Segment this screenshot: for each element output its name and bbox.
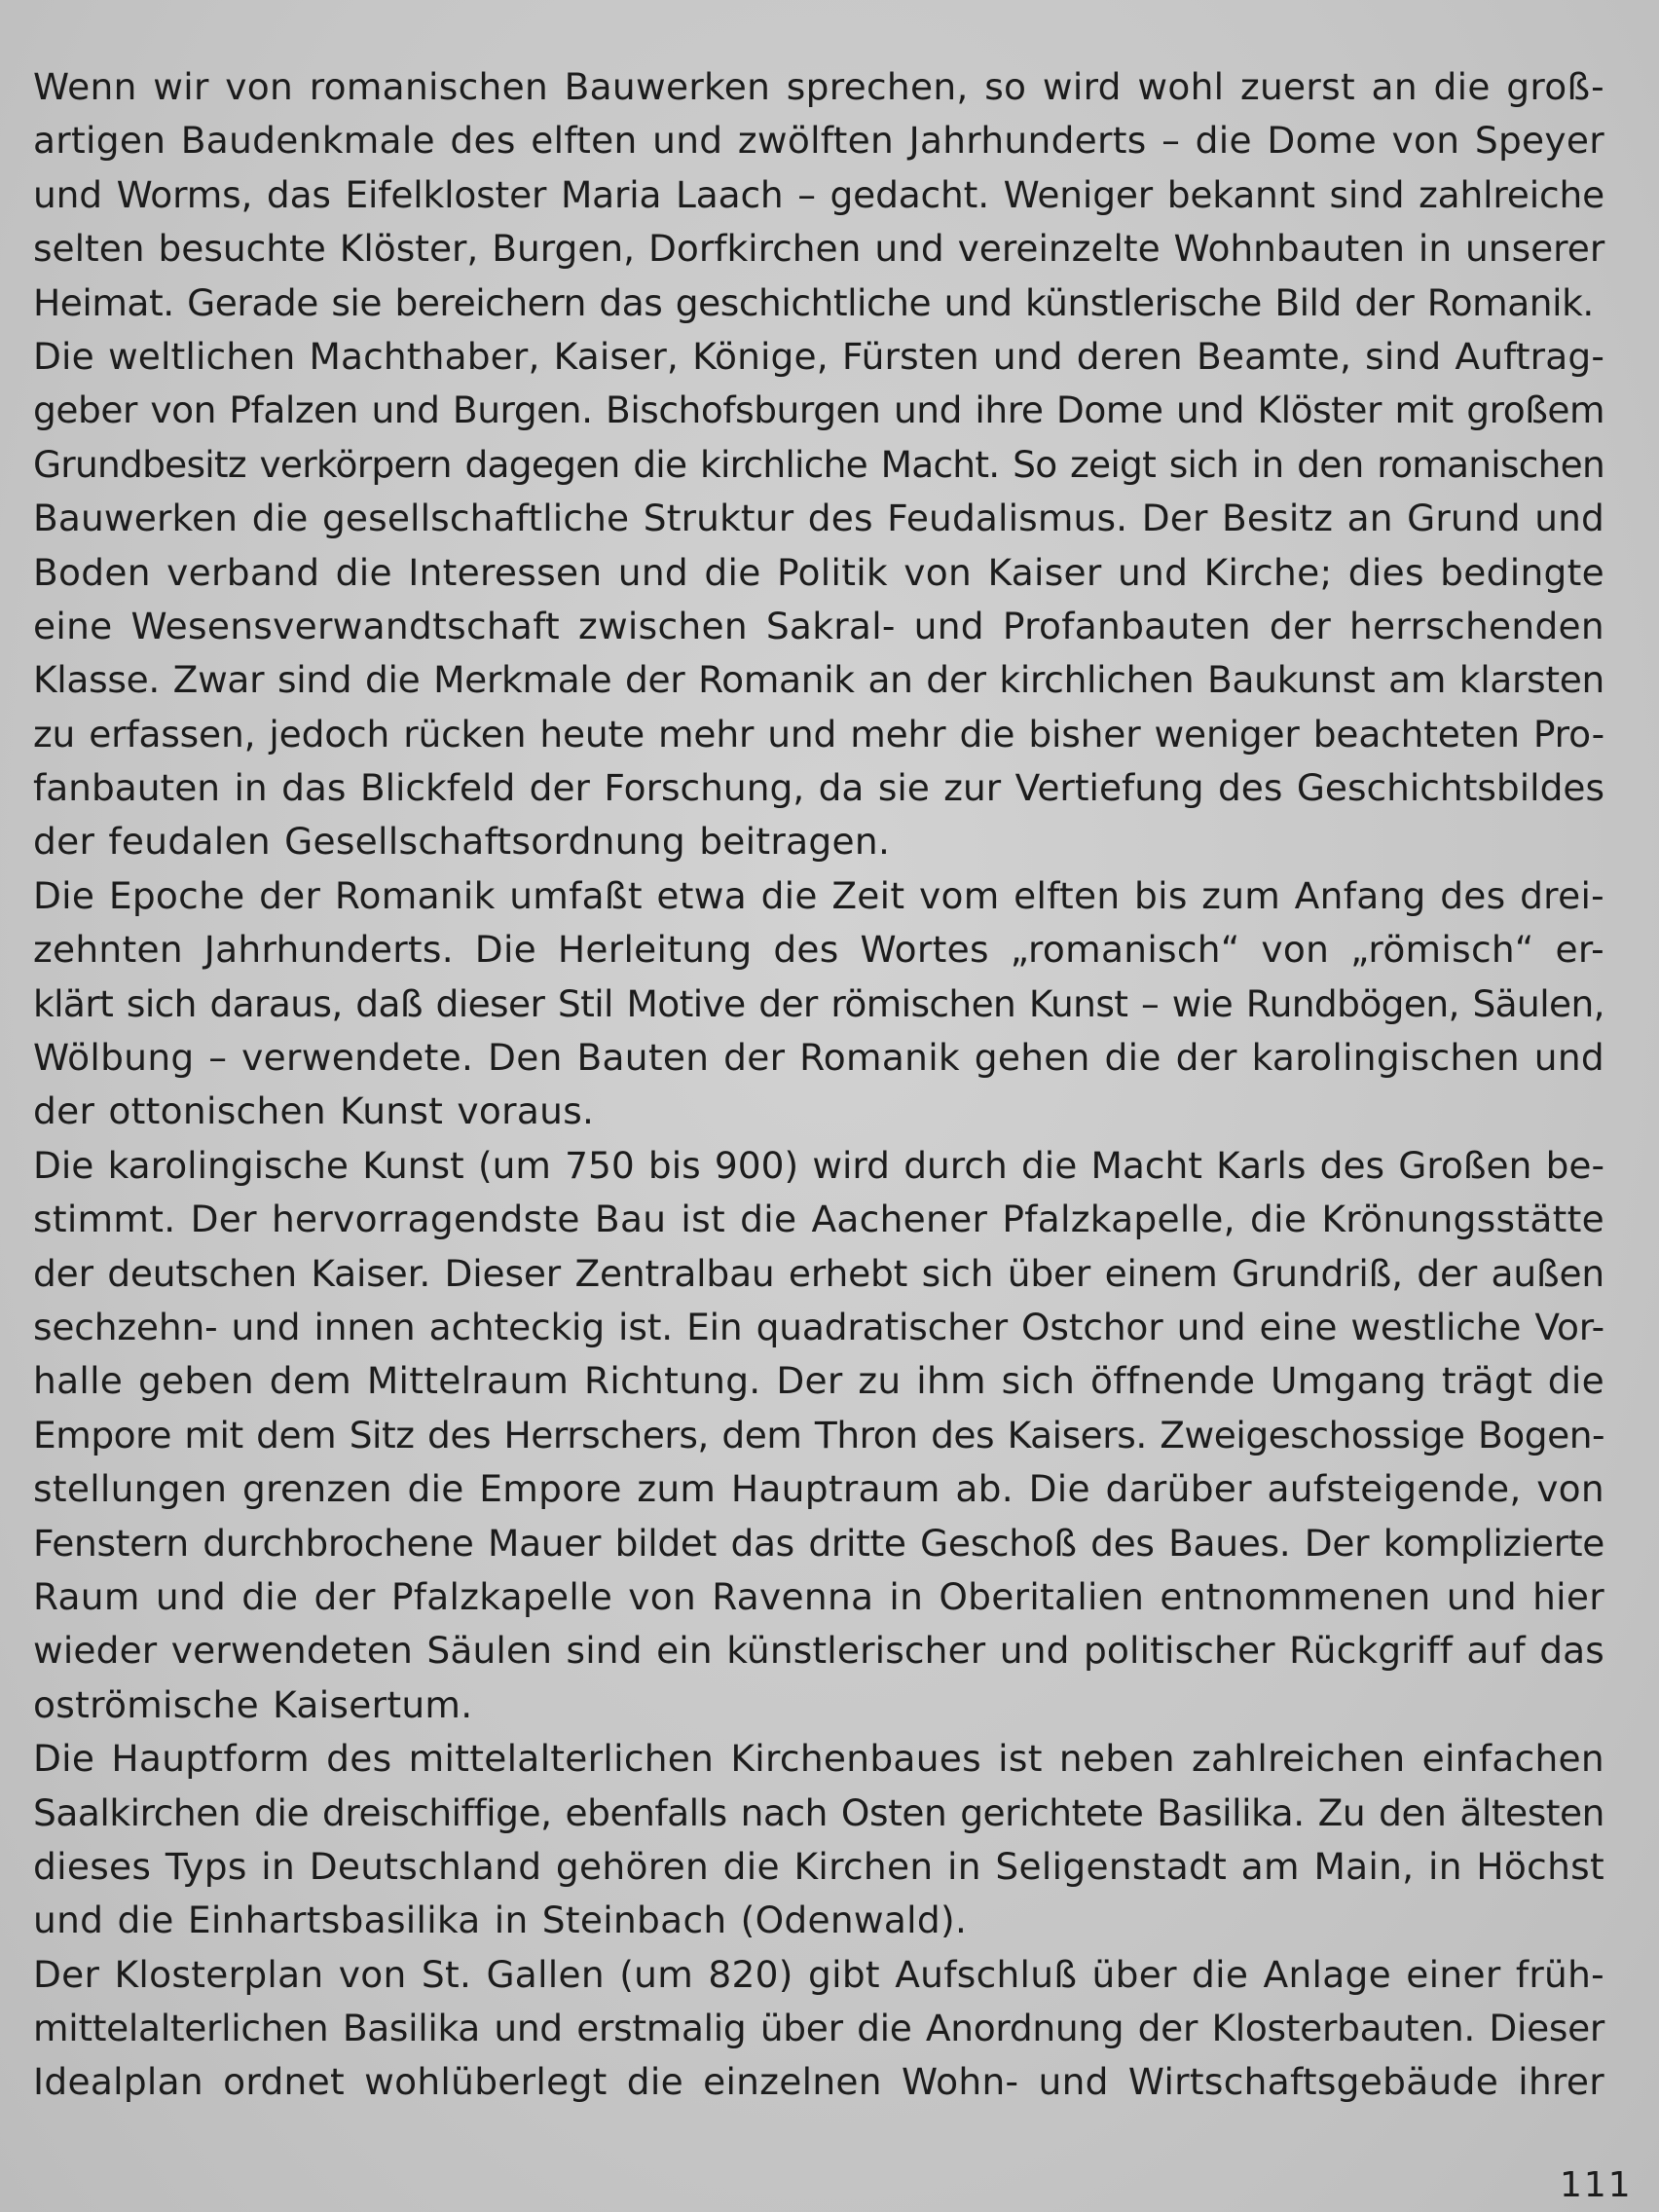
text-line: Saalkirchen die dreischiffige, ebenfalls nach Osten gerichtete Basilika. Zu den ältesten <box>33 1790 1604 1834</box>
text-line: Bauwerken die gesellschaftliche Struktur des Feudalismus. Der Besitz an Grund und <box>33 497 1604 540</box>
text-line: Wölbung – verwendete. Den Bauten der Romanik gehen die der karolingischen und <box>33 1036 1604 1080</box>
text-line: wieder verwendeten Säulen sind ein künstlerischer und politischer Rückgriff auf das <box>33 1629 1604 1673</box>
text-line: Idealplan ordnet wohlüberlegt die einzelnen Wohn- und Wirtschaftsgebäude ihrer <box>33 2060 1604 2104</box>
paragraph <box>33 330 1604 869</box>
text-line: selten besuchte Klöster, Burgen, Dorfkirchen und vereinzelte Wohnbauten in unserer <box>33 227 1605 271</box>
text-line: Die karolingische Kunst (um 750 bis 900) wird durch die Macht Karls des Großen be- <box>33 1143 1604 1187</box>
text-line: Empore mit dem Sitz des Herrschers, dem Thron des Kaisers. Zweigeschossige Bogen- <box>33 1413 1605 1456</box>
text-line: Die Hauptform des mittelalterlichen Kirchenbaues ist neben zahlreichen einfachen <box>33 1737 1604 1781</box>
text-line: geber von Pfalzen und Burgen. Bischofsburgen und ihre Dome und Klöster mit großem <box>33 388 1605 432</box>
text-line: Grundbesitz verkörpern dagegen die kirchliche Macht. So zeigt sich in den romanischen <box>33 442 1604 486</box>
text-line: der feudalen Gesellschaftsordnung beitragen. <box>33 820 891 864</box>
text-line: fanbauten in das Blickfeld der Forschung, da sie zur Vertiefung des Geschichtsbildes <box>33 766 1604 810</box>
text-line: der deutschen Kaiser. Dieser Zentralbau erhebt sich über einem Grundriß, der außen <box>33 1251 1604 1295</box>
text-line: Heimat. Gerade sie bereichern das geschichtliche und künstlerische Bild der Romanik. <box>33 280 1594 324</box>
text-line: dieses Typs in Deutschland gehören die Kirchen in Seligenstadt am Main, in Höchst <box>33 1844 1604 1888</box>
text-line: Boden verband die Interessen und die Politik von Kaiser und Kirche; dies bedingte <box>33 550 1604 594</box>
text-line: stimmt. Der hervorragendste Bau ist die Aachener Pfalzkapelle, die Krönungsstätte <box>33 1198 1604 1241</box>
text-line: zehnten Jahrhunderts. Die Herleitung des Wortes „romanisch“ von „römisch“ er- <box>33 928 1604 972</box>
paragraph <box>33 1732 1604 1948</box>
paragraph <box>33 1139 1604 1732</box>
text-line: oströmische Kaisertum. <box>33 1682 473 1726</box>
text-line: Raum und die der Pfalzkapelle von Ravenna in Oberitalien entnommenen und hier <box>33 1574 1604 1618</box>
text-line: Klasse. Zwar sind die Merkmale der Romanik an der kirchlichen Baukunst am klarsten <box>33 658 1604 702</box>
text-line: stellungen grenzen die Empore zum Hauptraum ab. Die darüber aufsteigende, von <box>33 1467 1604 1511</box>
text-line: artigen Baudenkmale des elften und zwölften Jahrhunderts – die Dome von Speyer <box>33 119 1604 163</box>
text-line: und die Einhartsbasilika in Steinbach (Odenwald). <box>33 1899 968 1942</box>
text-line: Der Klosterplan von St. Gallen (um 820) gibt Aufschluß über die Anlage einer früh- <box>33 1952 1604 1996</box>
text-line: zu erfassen, jedoch rücken heute mehr und mehr die bisher weniger beachteten Pro- <box>33 712 1604 756</box>
body-text <box>33 60 1604 2110</box>
text-line: klärt sich daraus, daß dieser Stil Motive der römischen Kunst – wie Rundbögen, Säulen, <box>33 981 1604 1025</box>
text-line: eine Wesensverwandtschaft zwischen Sakral- und Profanbauten der herrschenden <box>33 604 1604 647</box>
paragraph <box>33 869 1604 1139</box>
text-line: sechzehn- und innen achteckig ist. Ein quadratischer Ostchor und eine westliche Vor- <box>33 1305 1604 1348</box>
page-number: 111 <box>1560 2165 1633 2205</box>
paragraph <box>33 1948 1604 2110</box>
text-line: Die weltlichen Machthaber, Kaiser, Könige, Fürsten und deren Beamte, sind Auftrag- <box>33 334 1604 378</box>
text-line: Wenn wir von romanischen Bauwerken sprechen, so wird wohl zuerst an die groß- <box>33 65 1604 108</box>
text-line: mittelalterlichen Basilika und erstmalig über die Anordnung der Klosterbauten. Dieser <box>33 2007 1604 2050</box>
text-line: und Worms, das Eifelkloster Maria Laach – gedacht. Weniger bekannt sind zahlreiche <box>33 172 1604 216</box>
paragraph <box>33 60 1604 330</box>
text-line: Die Epoche der Romanik umfaßt etwa die Zeit vom elften bis zum Anfang des drei- <box>33 873 1604 917</box>
text-line: Fenstern durchbrochene Mauer bildet das dritte Geschoß des Baues. Der komplizierte <box>33 1521 1604 1565</box>
text-line: der ottonischen Kunst voraus. <box>33 1089 595 1133</box>
text-line: halle geben dem Mittelraum Richtung. Der zu ihm sich öffnende Umgang trägt die <box>33 1359 1604 1403</box>
